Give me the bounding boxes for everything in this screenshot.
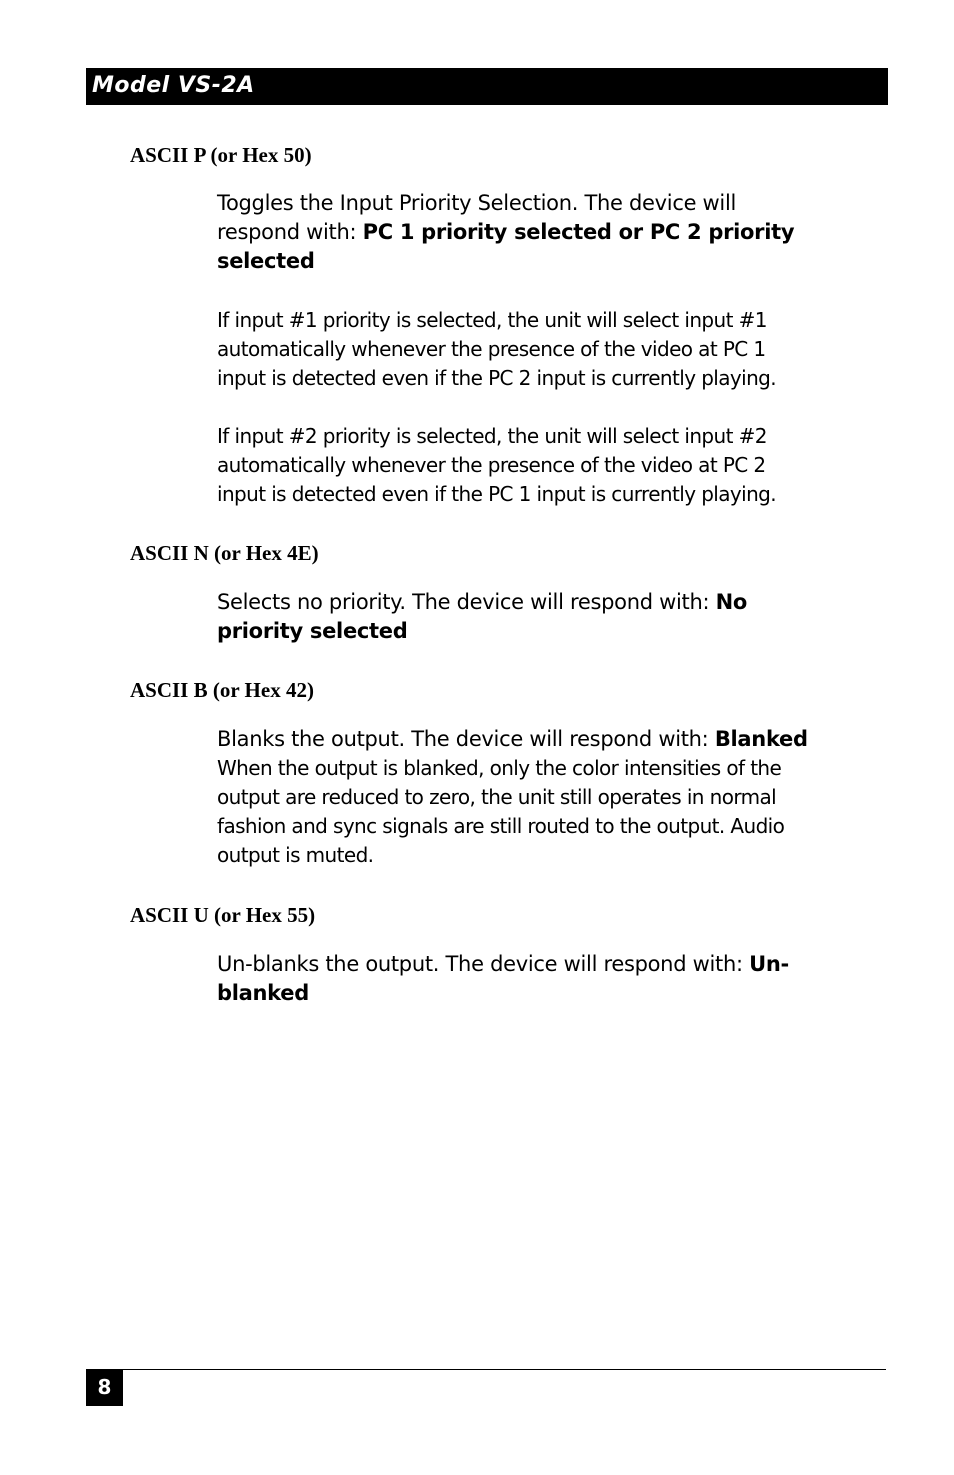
response-text: selected xyxy=(217,249,315,273)
ascii-p-description xyxy=(217,189,857,276)
text-line: fashion and sync signals are still routed to the output. Audio xyxy=(217,814,785,838)
text-line xyxy=(217,979,857,1008)
response-text: PC 1 priority selected or PC 2 priority xyxy=(362,220,795,244)
text-line: If input #2 priority is selected, the unit will select input #2 xyxy=(217,424,767,448)
section-heading-ascii-b: ASCII B (or Hex 42) xyxy=(130,678,314,702)
text-line: input is detected even if the PC 2 input is currently playing. xyxy=(217,366,777,390)
response-text: Blanked xyxy=(714,727,808,751)
response-text: No xyxy=(715,590,748,614)
ascii-n-description xyxy=(217,588,857,646)
text-line: Toggles the Input Priority Selection. The device will xyxy=(217,191,737,215)
text-line: If input #1 priority is selected, the unit will select input #1 xyxy=(217,308,767,332)
ascii-p-input1-paragraph xyxy=(217,306,857,393)
text-line xyxy=(217,588,857,617)
text-line xyxy=(217,218,857,247)
text-run: Un-blanks the output. The device will respond with: xyxy=(217,952,750,976)
text-run: Selects no priority. The device will respond with: xyxy=(217,590,716,614)
ascii-u-description xyxy=(217,950,857,1008)
response-text: priority selected xyxy=(217,619,408,643)
text-line xyxy=(217,617,857,646)
page-number-box xyxy=(86,1369,123,1406)
text-line: automatically whenever the presence of the video at PC 2 xyxy=(217,453,766,477)
section-heading-ascii-u: ASCII U (or Hex 55) xyxy=(130,903,316,927)
page-title: Model VS-2A xyxy=(92,73,255,98)
ascii-p-input2-paragraph xyxy=(217,422,857,509)
text-run: Blanks the output. The device will respond with: xyxy=(217,727,715,751)
response-text: blanked xyxy=(217,981,309,1005)
page-number: 8 xyxy=(97,1375,112,1399)
section-heading-ascii-n: ASCII N (or Hex 4E) xyxy=(130,541,319,565)
text-line: output is muted. xyxy=(217,843,374,867)
response-text: Un- xyxy=(749,952,789,976)
text-line xyxy=(217,247,857,276)
header-bar xyxy=(86,68,888,105)
ascii-b-description xyxy=(217,725,857,870)
text-line: When the output is blanked, only the color intensities of the xyxy=(217,756,782,780)
footer-divider xyxy=(86,1369,886,1370)
text-line: output are reduced to zero, the unit still operates in normal xyxy=(217,785,777,809)
text-line xyxy=(217,950,857,979)
text-line: input is detected even if the PC 1 input is currently playing. xyxy=(217,482,777,506)
section-heading-ascii-p: ASCII P (or Hex 50) xyxy=(130,143,312,167)
text-line: automatically whenever the presence of the video at PC 1 xyxy=(217,337,766,361)
text-run: respond with: xyxy=(217,220,363,244)
text-line xyxy=(217,725,857,754)
